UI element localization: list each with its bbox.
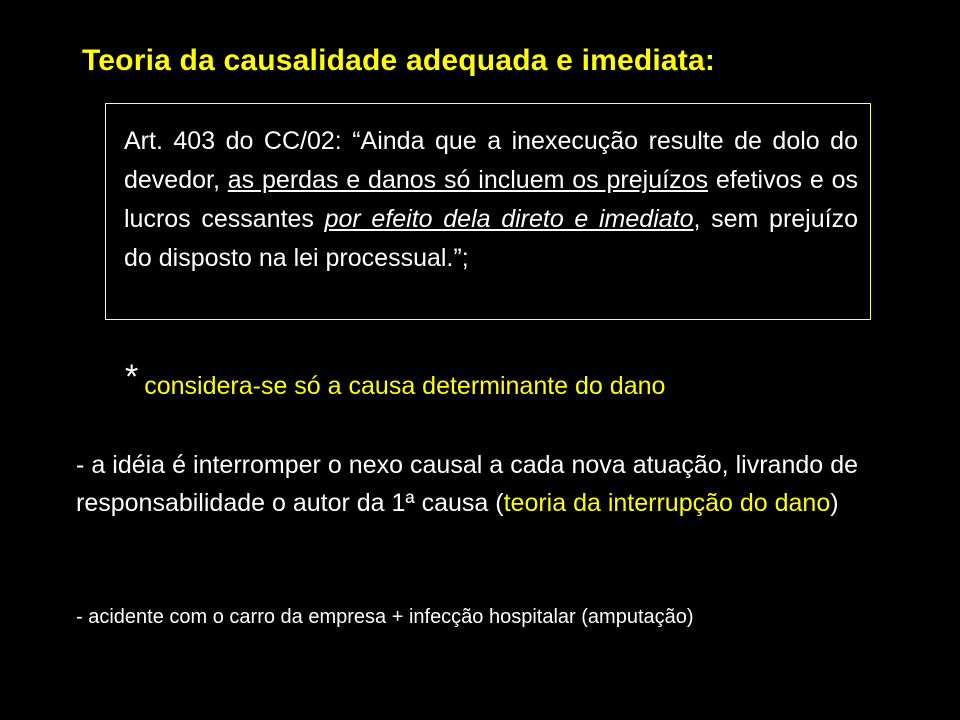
slide-title: Teoria da causalidade adequada e imediata: <box>82 44 716 77</box>
quote-text-part1: Art. 403 do CC/02: “Ainda que a inexecução resulte de dolo do devedor, <box>124 127 858 194</box>
note-line <box>125 358 885 400</box>
bullet1-text-before: - a idéia é interromper o nexo causal a cada nova atuação, livrando de responsabilidade o autor da 1ª causa ( <box>76 451 858 517</box>
bullet-item-interruption <box>76 446 858 522</box>
asterisk-marker: * <box>125 358 139 396</box>
bullet1-text-after: ) <box>830 489 839 517</box>
bullet1-highlight: teoria da interrupção do dano <box>503 489 831 517</box>
quote-text-part3: , sem prejuízo do disposto na lei processual.”; <box>124 205 858 272</box>
quote-underlined-text: as perdas e danos só incluem os prejuízos <box>227 166 708 194</box>
quote-underlined-italic-text: por efeito dela direto e imediato <box>324 205 694 233</box>
quote-text-part2: efetivos e os lucros cessantes <box>124 166 858 233</box>
note-text: considera-se só a causa determinante do dano <box>144 372 666 400</box>
bullet-item-example: - acidente com o carro da empresa + infecção hospitalar (amputação) <box>76 606 694 628</box>
legal-quote <box>124 122 858 278</box>
